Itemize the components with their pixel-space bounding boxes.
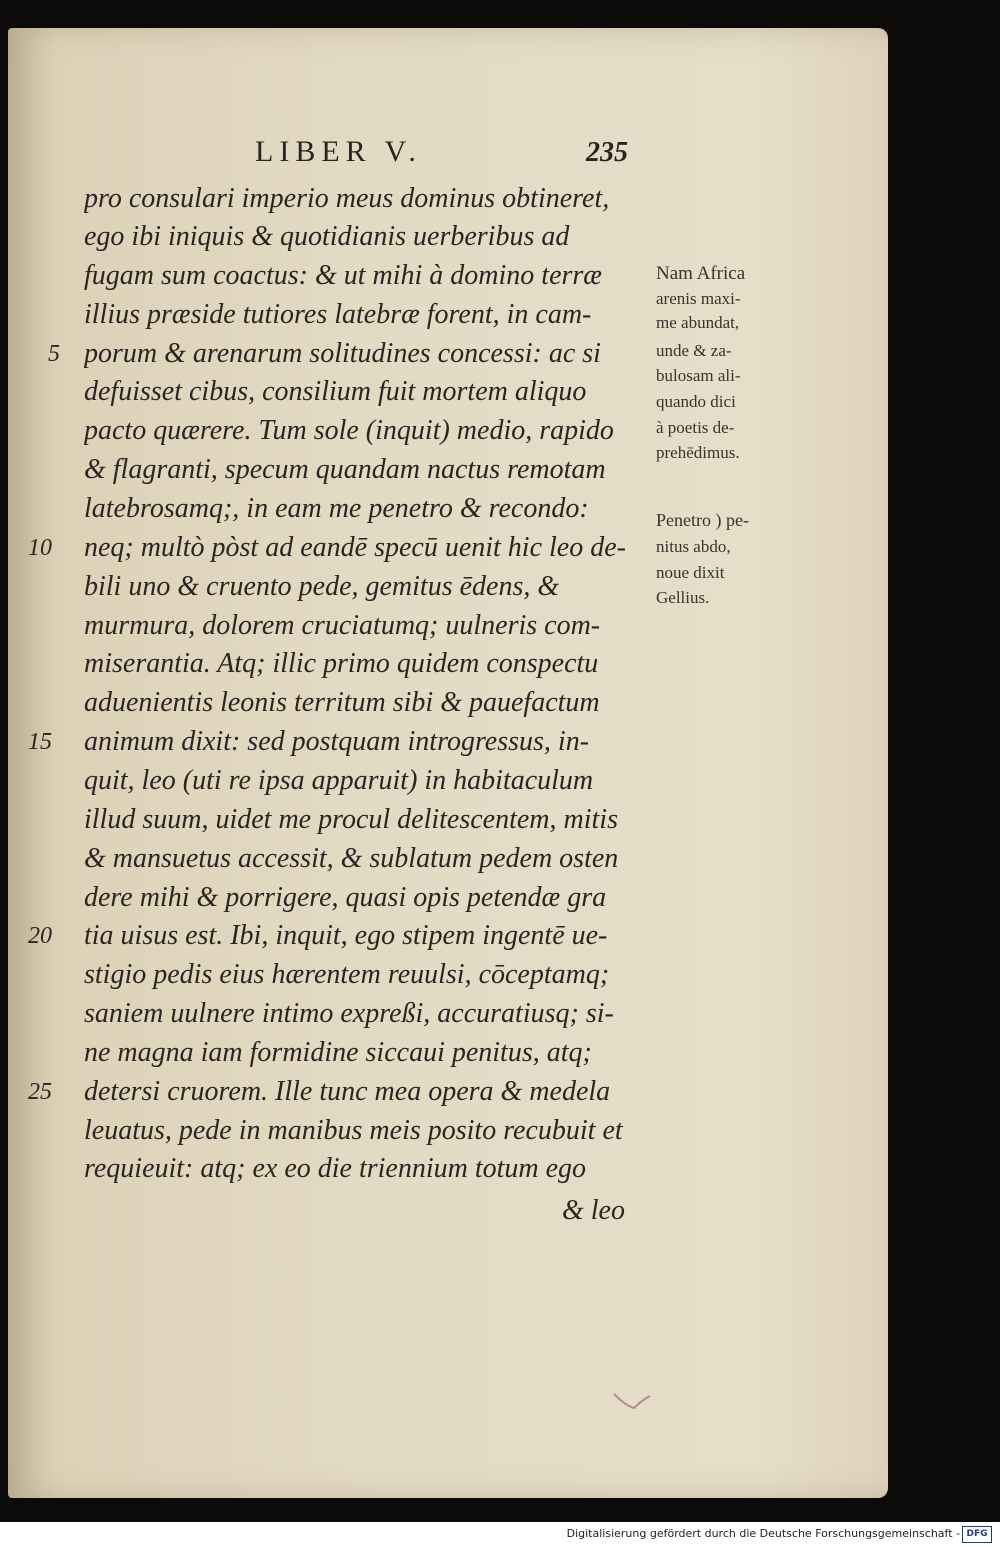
text-line: tia uisus est. Ibi, inquit, ego stipem ingentē ue- [84, 920, 608, 951]
text-line: aduenientis leonis territum sibi & pauefactum [84, 687, 600, 718]
text-line: saniem uulnere intimo expreßi, accuratiusq; si- [84, 998, 614, 1029]
line-number: 15 [28, 729, 52, 755]
text-line: bili uno & cruento pede, gemitus ēdens, & [84, 571, 560, 602]
margin-note-line: à poetis de- [656, 418, 735, 437]
line-number: 25 [28, 1079, 52, 1105]
margin-note-line: noue dixit [656, 563, 725, 582]
margin-note-line: Penetro ) pe- [656, 510, 749, 530]
margin-note-line: bulosam ali- [656, 366, 741, 385]
dfg-logo: DFG [962, 1526, 992, 1543]
text-line: miserantia. Atq; illic primo quidem conspectu [84, 648, 599, 679]
margin-note-line: nitus abdo, [656, 537, 731, 556]
text-line: & mansuetus accessit, & sublatum pedem osten [84, 843, 619, 874]
text-line: defuisset cibus, consilium fuit mortem aliquo [84, 376, 587, 407]
text-line: ne magna iam formidine siccaui penitus, atq; [84, 1037, 592, 1068]
margin-note-line: Gellius. [656, 588, 710, 607]
margin-note-line: Nam Africa [656, 263, 746, 284]
text-line: stigio pedis eius hærentem reuulsi, cōceptamq; [84, 959, 610, 990]
text-line: ego ibi iniquis & quotidianis uerberibus ad [84, 221, 570, 252]
pen-mark [612, 1390, 652, 1416]
text-line: quit, leo (uti re ipsa apparuit) in habitaculum [84, 765, 594, 796]
text-line: illius præside tutiores latebræ forent, in cam- [84, 299, 592, 330]
text-line: murmura, dolorem cruciatumq; uulneris com- [84, 610, 601, 641]
text-line: & flagranti, specum quandam nactus remotam [84, 454, 606, 485]
margin-note-line: me abundat, [656, 313, 740, 332]
text-line: pro consulari imperio meus dominus obtineret, [84, 183, 610, 214]
footer-bar [0, 1522, 1000, 1547]
line-number: 5 [48, 341, 60, 367]
line-number: 20 [28, 923, 52, 949]
line-number: 10 [28, 535, 52, 561]
funding-notice: Digitalisierung gefördert durch die Deutsche Forschungsgemeinschaft - [566, 1527, 960, 1540]
text-line: animum dixit: sed postquam introgressus, in- [84, 726, 590, 757]
margin-note-line: unde & za- [656, 341, 732, 360]
text-line: fugam sum coactus: & ut mihi à domino terræ [84, 260, 602, 291]
text-line: latebrosamq;, in eam me penetro & recondo: [84, 493, 589, 524]
text-line: leuatus, pede in manibus meis posito recubuit et [84, 1115, 623, 1146]
margin-note-line: prehēdimus. [656, 443, 740, 462]
text-line: requieuit: atq; ex eo die triennium totum ego [84, 1153, 587, 1184]
text-line: dere mihi & porrigere, quasi opis petendæ gra [84, 882, 607, 913]
text-line: detersi cruorem. Ille tunc mea opera & medela [84, 1076, 611, 1107]
page-number: 235 [586, 137, 628, 168]
text-line: pacto quærere. Tum sole (inquit) medio, rapido [84, 415, 614, 446]
running-head-title: LIBER V. [255, 135, 422, 168]
margin-note-line: quando dici [656, 392, 736, 411]
catchword: & leo [562, 1195, 625, 1226]
text-line: neq; multò pòst ad eandē specū uenit hic leo de- [84, 532, 626, 563]
text-line: illud suum, uidet me procul delitescentem, mitis [84, 804, 618, 835]
margin-note-line: arenis maxi- [656, 289, 741, 308]
text-line: porum & arenarum solitudines concessi: ac si [84, 338, 601, 369]
